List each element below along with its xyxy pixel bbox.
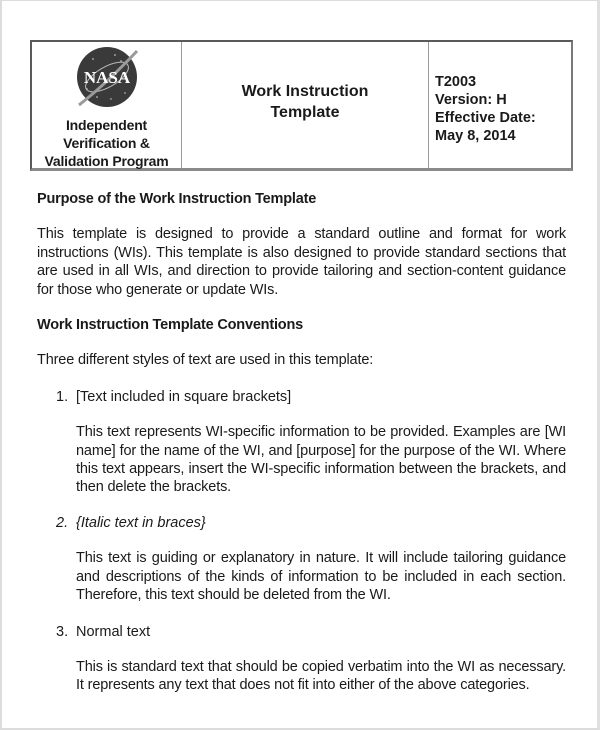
list-label: Normal text: [76, 623, 151, 640]
effective-date: May 8, 2014: [435, 128, 516, 144]
convention-description-2: This text is guiding or explanatory in nature. It will include tailoring guidance and descriptions of the kinds of information to be included in each section. Therefore, this text should be deleted from the WI.: [76, 550, 566, 604]
purpose-heading: Purpose of the Work Instruction Template: [37, 191, 317, 207]
document-version: Version: H: [435, 92, 507, 108]
purpose-paragraph: This template is designed to provide a standard outline and format for work instructions (WIs). This template is also designed to provide standard sections that are used in all WIs, and direction to provide tailoring and section-content guidance for those who generate or update WIs.: [37, 226, 566, 298]
document-id: T2003: [435, 74, 477, 90]
document-title: Work Instruction Template: [241, 83, 369, 121]
list-number: 3.: [56, 623, 69, 640]
effective-date-label: Effective Date:: [435, 110, 536, 126]
org-line-3: Validation Program: [44, 153, 169, 169]
org-line-1: Independent: [65, 117, 148, 133]
header-meta-cell: [429, 42, 571, 168]
list-number: 1.: [56, 388, 69, 405]
organization-name: [45, 116, 169, 170]
nasa-logo-icon: [75, 45, 139, 109]
convention-item-2: [56, 514, 566, 532]
conventions-heading: Work Instruction Template Conventions: [37, 317, 303, 334]
org-line-2: Verification &: [63, 135, 150, 151]
header-title-cell: [182, 42, 429, 168]
list-label: {Italic text in braces}: [76, 514, 206, 531]
header-logo-cell: [32, 42, 182, 168]
document-body: [37, 190, 566, 695]
list-label: [Text included in square brackets]: [76, 388, 292, 405]
document-header-table: [30, 40, 573, 171]
svg-text:NASA: NASA: [83, 68, 130, 87]
convention-description-3: This is standard text that should be copied verbatim into the WI as necessary. It represents any text that does not fit into either of the above categories.: [76, 658, 566, 694]
conventions-intro: Three different styles of text are used in this template:: [37, 352, 374, 369]
list-number: 2.: [56, 514, 69, 531]
convention-item-1: [56, 388, 566, 406]
convention-description-1: This text represents WI-specific information to be provided. Examples are [WI name] for the name of the WI, and [purpose] for the purpose of the WI. Where this text appears, insert the WI-specific information between the brackets, and then delete the brackets.: [76, 424, 566, 496]
convention-item-3: [56, 623, 566, 641]
